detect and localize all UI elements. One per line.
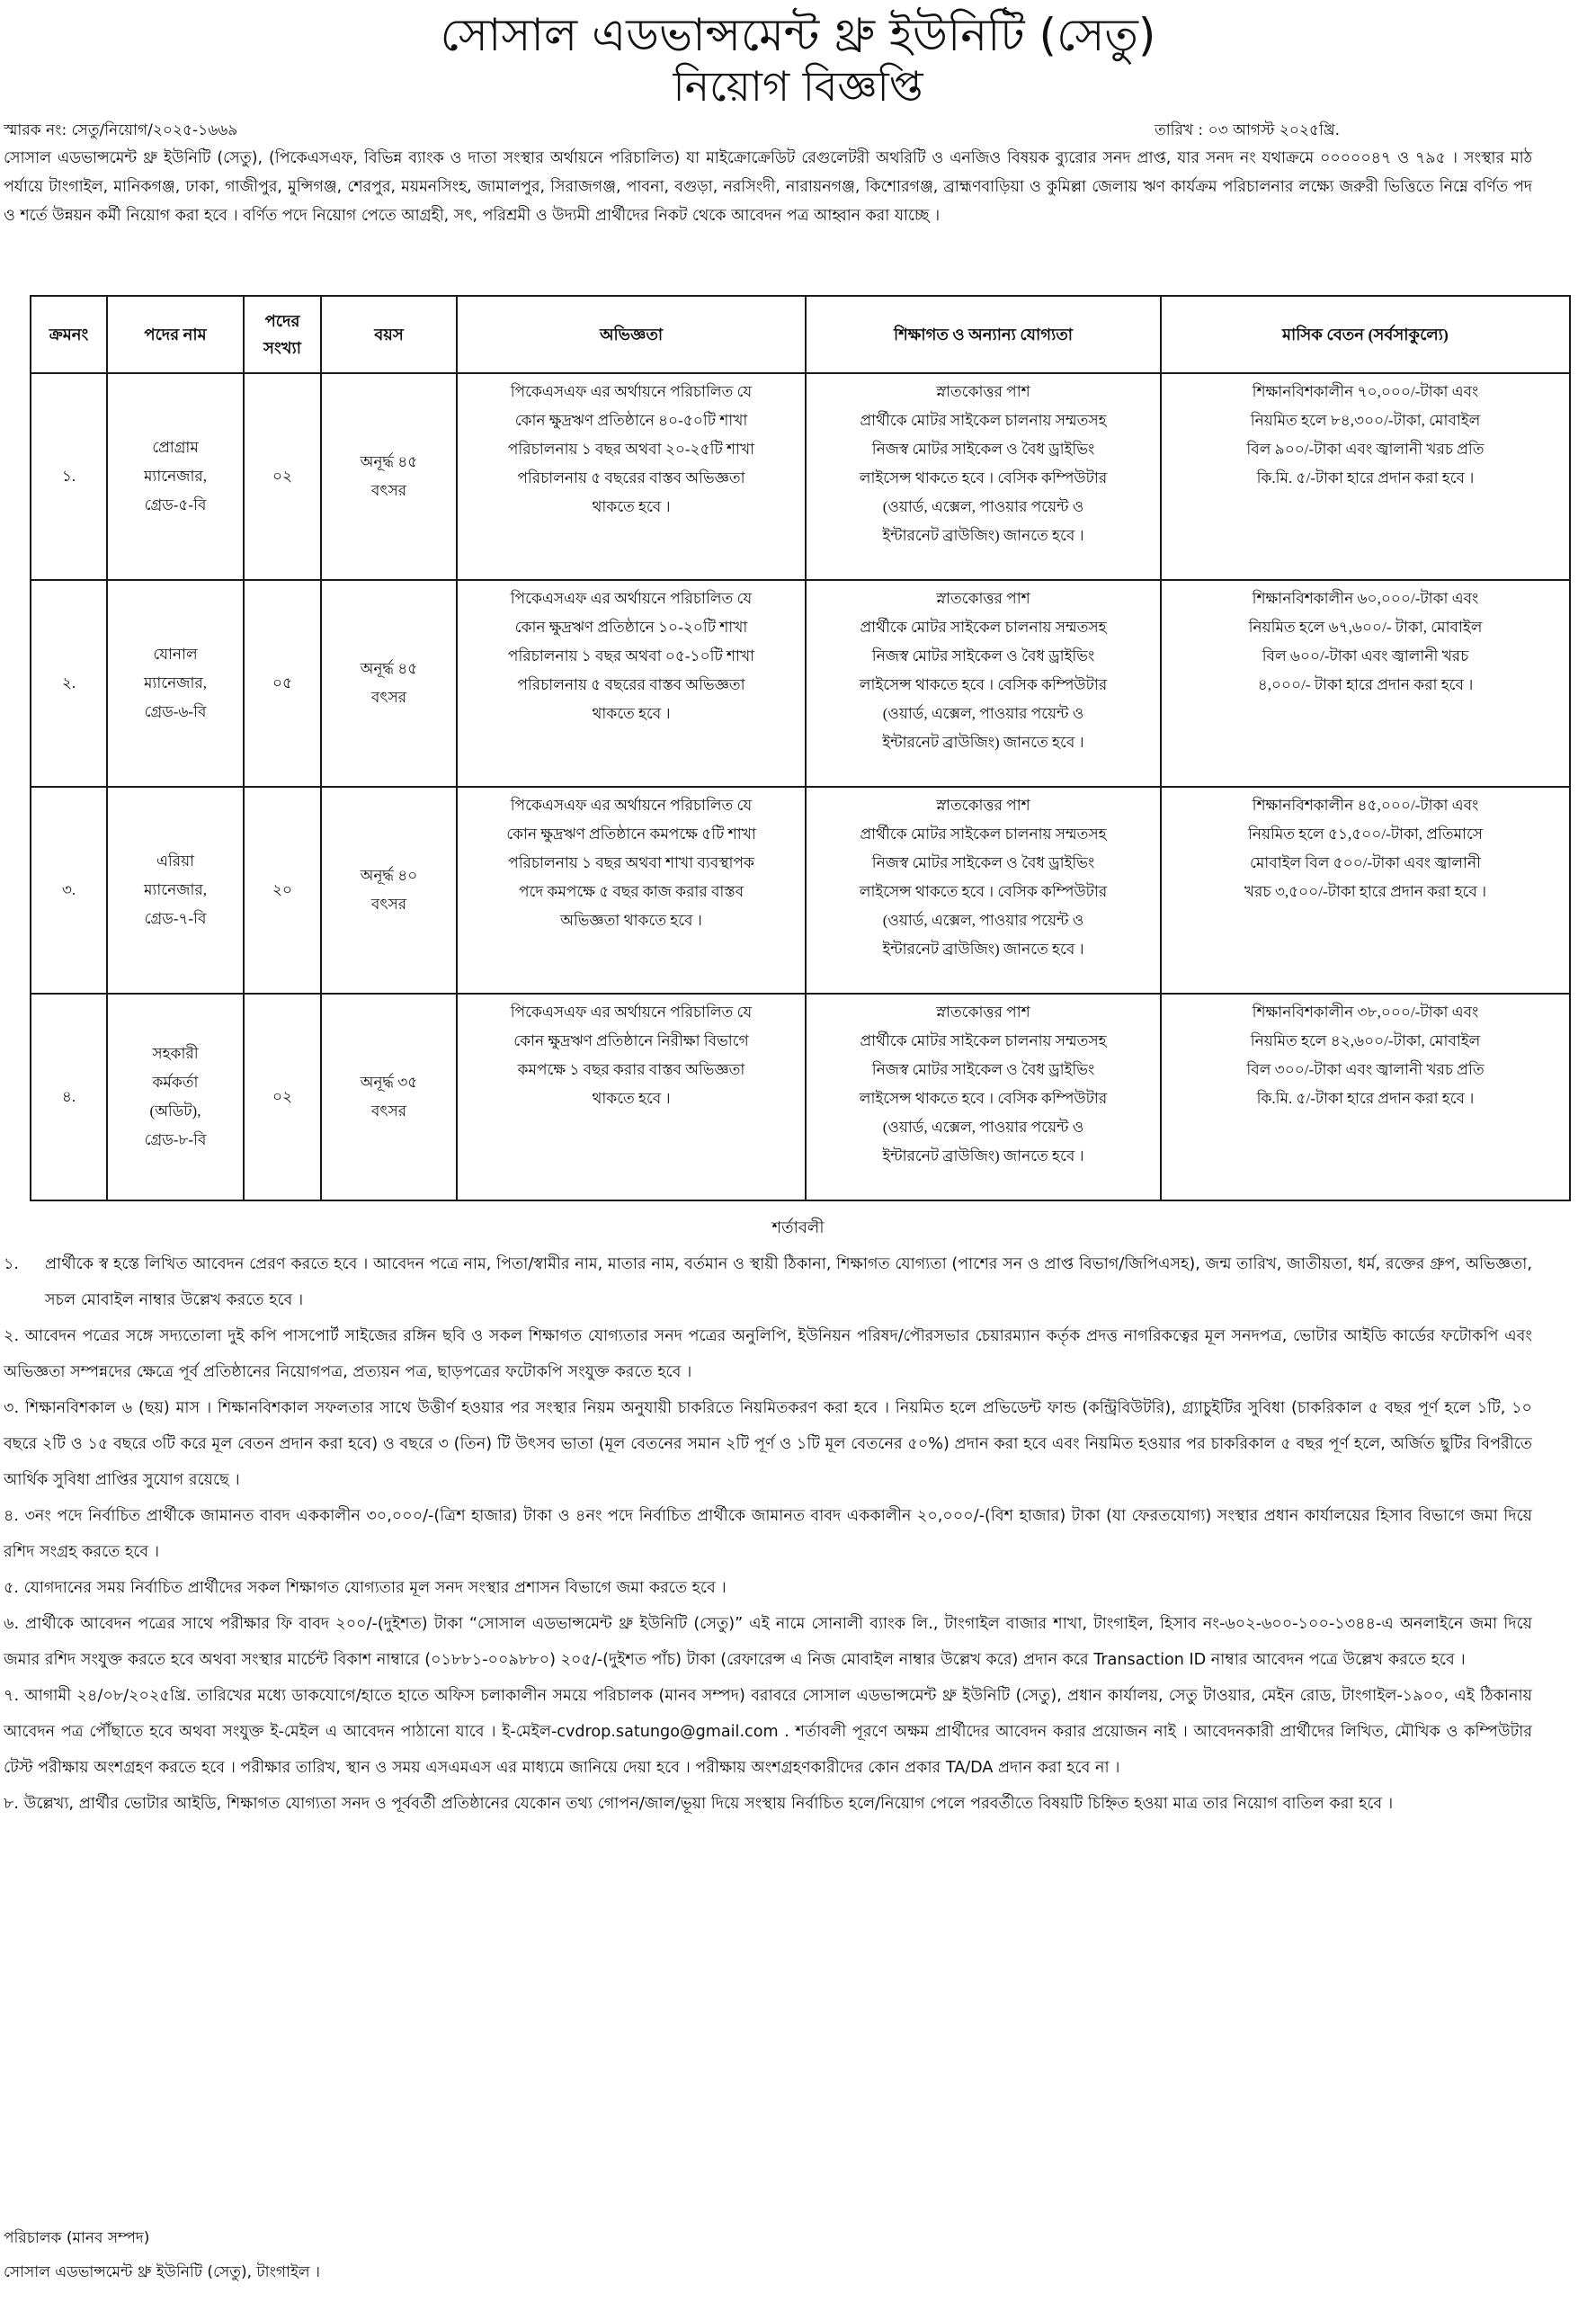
- post-name-line: গ্রেড-৬-বি: [144, 703, 207, 720]
- experience-line: পরিচালনায় ১ বছর অথবা শাখা ব্যবস্থাপক: [508, 854, 754, 871]
- serial-cell: ৩.: [31, 787, 107, 994]
- qualification-line: লাইসেন্স থাকতে হবে । বেসিক কম্পিউটার: [859, 1090, 1108, 1107]
- post-name-line: (অডিট),: [149, 1102, 201, 1120]
- header-experience: অভিজ্ঞতা: [457, 296, 806, 373]
- qualification-line: লাইসেন্স থাকতে হবে । বেসিক কম্পিউটার: [859, 883, 1108, 900]
- experience-line: পরিচালনায় ৫ বছরের বাস্তব অভিজ্ঞতা: [517, 676, 745, 693]
- post-name-line: কর্মকর্তা: [152, 1074, 199, 1091]
- qualification-line: প্রার্থীকে মোটর সাইকেল চালনায় সম্মতসহ: [860, 619, 1107, 636]
- salary-line: শিক্ষানবিশকালীন ৩৮,০০০/-টাকা এবং: [1252, 1004, 1479, 1021]
- header-post-count: [244, 296, 321, 373]
- salary-line: বিল ৯০০/-টাকা এবং জ্বালানী খরচ প্রতি: [1246, 441, 1485, 458]
- qualification-cell: [806, 787, 1161, 994]
- age-line: বৎসর: [370, 896, 407, 913]
- qualification-line: (ওয়ার্ড, এক্সেল, পাওয়ার পয়েন্ট ও: [882, 498, 1084, 515]
- salary-line: শিক্ষানবিশকালীন ৪৫,০০০/-টাকা এবং: [1252, 797, 1479, 814]
- age-cell: [321, 787, 457, 994]
- qualification-line: নিজস্ব মোটর সাইকেল ও বৈধ ড্রাইভিং: [871, 647, 1095, 665]
- experience-line: থাকতে হবে ।: [592, 1090, 671, 1107]
- post-name-line: ম্যানেজার,: [143, 468, 208, 485]
- serial-cell: ২.: [31, 580, 107, 787]
- experience-line: পিকেএসএফ এর অর্থায়নে পরিচালিত যে: [510, 383, 753, 400]
- post-name-line: গ্রেড-৭-বি: [144, 910, 207, 927]
- serial-cell: ১.: [31, 373, 107, 580]
- post-name-cell: [107, 787, 244, 994]
- term-text: আবেদন পত্রের সঙ্গে সদ্যতোলা দুই কপি পাসপোর্ট সাইজের রঙ্গিন ছবি ও সকল শিক্ষাগত যোগ্যতার সনদ পত্রের অনুলিপি, ইউনিয়ন পরিষদ/পৌরসভার চেয়ারম্যান কর্তৃক প্রদত্ত নাগরিকত্বের মূল সনদপত্র, ভোটার আইডি কার্ডের ফটোকপি এবং অভিজ্ঞতা সম্পন্নদের ক্ষেত্রে পূর্ব প্রতিষ্ঠানের নিয়োগপত্র, প্রত্যয়ন পত্র, ছাড়পত্রের ফটোকপি সংযুক্ত করতে হবে ।: [4, 1327, 1533, 1381]
- qualification-cell: [806, 994, 1161, 1200]
- age-line: অনূর্দ্ধ ৩৫: [360, 1074, 418, 1091]
- qualification-line: লাইসেন্স থাকতে হবে । বেসিক কম্পিউটার: [859, 469, 1108, 486]
- notice-title: নিয়োগ বিজ্ঞপ্তি: [673, 62, 923, 111]
- term-item: [4, 1606, 1532, 1678]
- experience-line: পদে কমপক্ষে ৫ বছর কাজ করার বাস্তব: [518, 883, 745, 900]
- term-number: ৫.: [4, 1579, 20, 1597]
- qualification-line: নিজস্ব মোটর সাইকেল ও বৈধ ড্রাইভিং: [871, 1061, 1095, 1078]
- terms-list: [4, 1246, 1532, 1822]
- qualification-line: স্নাতকোত্তর পাশ: [936, 590, 1030, 607]
- term-number: ৪.: [4, 1507, 20, 1525]
- experience-cell: [457, 373, 806, 580]
- header-post-count-line: পদের: [264, 312, 300, 330]
- term-item: [4, 1246, 1532, 1318]
- qualification-line: স্নাতকোত্তর পাশ: [936, 383, 1030, 400]
- age-line: অনূর্দ্ধ ৪৫: [360, 453, 418, 470]
- qualification-line: প্রার্থীকে মোটর সাইকেল চালনায় সম্মতসহ: [860, 825, 1107, 843]
- term-item: [4, 1390, 1532, 1498]
- experience-cell: [457, 580, 806, 787]
- table-header-row: [31, 296, 1570, 373]
- salary-cell: [1161, 787, 1570, 994]
- organization-title: সোসাল এডভান্সমেন্ট থ্রু ইউনিটি (সেতু): [440, 9, 1156, 61]
- term-number: ৭.: [4, 1687, 20, 1705]
- salary-line: মোবাইল বিল ৫০০/-টাকা এবং জ্বালানী: [1249, 854, 1482, 871]
- qualification-cell: [806, 373, 1161, 580]
- term-number: ৮.: [4, 1795, 20, 1813]
- experience-line: থাকতে হবে ।: [592, 498, 671, 515]
- qualification-line: প্রার্থীকে মোটর সাইকেল চালনায় সম্মতসহ: [860, 412, 1107, 429]
- header-post-name: পদের নাম: [107, 296, 244, 373]
- notice-date: তারিখ : ০৩ আগস্ট ২০২৫খ্রি.: [1154, 121, 1340, 139]
- experience-line: কোন ক্ষুদ্রঋণ প্রতিষ্ঠানে ৪০-৫০টি শাখা: [514, 412, 748, 429]
- experience-line: কমপক্ষে ১ বছর করার বাস্তব অভিজ্ঞতা: [517, 1061, 745, 1078]
- post-name-cell: [107, 994, 244, 1200]
- post-name-line: গ্রেড-৫-বি: [144, 496, 207, 513]
- experience-line: পিকেএসএফ এর অর্থায়নে পরিচালিত যে: [510, 797, 753, 814]
- header-serial: ক্রমনং: [31, 296, 107, 373]
- salary-line: কি.মি. ৫/-টাকা হারে প্রদান করা হবে ।: [1256, 469, 1475, 486]
- term-item: [4, 1570, 1532, 1606]
- signature-block: [4, 2221, 320, 2289]
- experience-line: পরিচালনায় ১ বছর অথবা ২০-২৫টি শাখা: [507, 441, 755, 458]
- age-line: অনূর্দ্ধ ৪০: [360, 867, 418, 884]
- experience-line: থাকতে হবে ।: [592, 705, 671, 722]
- post-name-line: প্রোগ্রাম: [152, 439, 199, 456]
- header-post-count-line: সংখ্যা: [263, 339, 301, 357]
- term-text: ৩নং পদে নির্বাচিত প্রার্থীকে জামানত বাবদ এককালীন ৩০,০০০/-(ত্রিশ হাজার) টাকা ও ৪নং পদে নির্বাচিত প্রার্থীকে জামানত বাবদ এককালীন ২০,০০০/-(বিশ হাজার) টাকা (যা ফেরতযোগ্য) সংস্থার প্রধান কার্যালয়ের হিসাব বিভাগে জমা দিয়ে রশিদ সংগ্রহ করতে হবে ।: [4, 1507, 1533, 1561]
- qualification-line: (ওয়ার্ড, এক্সেল, পাওয়ার পয়েন্ট ও: [882, 912, 1084, 929]
- experience-line: পরিচালনায় ১ বছর অথবা ০৫-১০টি শাখা: [507, 647, 755, 665]
- salary-line: নিয়মিত হলে ৪২,৬০০/-টাকা, মোবাইল: [1250, 1032, 1481, 1049]
- qualification-line: লাইসেন্স থাকতে হবে । বেসিক কম্পিউটার: [859, 676, 1108, 693]
- age-line: বৎসর: [370, 482, 407, 499]
- post-name-line: গ্রেড-৮-বি: [144, 1131, 207, 1148]
- post-count-cell: ০২: [244, 994, 321, 1200]
- post-name-cell: [107, 580, 244, 787]
- experience-cell: [457, 787, 806, 994]
- term-item: [4, 1318, 1532, 1390]
- age-cell: [321, 373, 457, 580]
- salary-line: কি.মি. ৫/-টাকা হারে প্রদান করা হবে ।: [1256, 1090, 1475, 1107]
- term-number: ৬.: [4, 1615, 20, 1633]
- term-text: শিক্ষানবিশকাল ৬ (ছয়) মাস । শিক্ষানবিশকাল সফলতার সাথে উত্তীর্ণ হওয়ার পর সংস্থার নিয়ম অনুযায়ী চাকরিতে নিয়মিতকরণ করা হবে । নিয়মিত হলে প্রভিডেন্ট ফান্ড (কন্ট্রিবিউটরি), গ্র্যাচুইটির সুবিধা (চাকরিকাল ৫ বছর পূর্ণ হলে ১টি, ১০ বছরে ২টি ও ১৫ বছরে ৩টি করে মূল বেতন প্রদান করা হবে) ও বছরে ৩ (তিন) টি উৎসব ভাতা (মূল বেতনের সমান ২টি পূর্ণ ও ১টি মূল বেতনের ৫০%) প্রদান করা হবে এবং নিয়মিত হওয়ার পর চাকরিকাল ৫ বছর পূর্ণ হলে, অর্জিত ছুটির বিপরীতে আর্থিক সুবিধা প্রাপ্তির সুযোগ রয়েছে ।: [4, 1399, 1532, 1489]
- term-number: ১.: [4, 1255, 20, 1273]
- post-name-line: ম্যানেজার,: [143, 674, 208, 691]
- salary-line: বিল ৬০০/-টাকা এবং জ্বালানী খরচ: [1262, 647, 1469, 665]
- post-count-cell: ২০: [244, 787, 321, 994]
- experience-line: কোন ক্ষুদ্রঋণ প্রতিষ্ঠানে ১০-২০টি শাখা: [514, 619, 748, 636]
- table-row: [31, 787, 1570, 994]
- signatory-organization: সোসাল এডভান্সমেন্ট থ্রু ইউনিটি (সেতু), টাংগাইল ।: [4, 2263, 320, 2281]
- age-cell: [321, 994, 457, 1200]
- term-number: ২.: [4, 1327, 20, 1345]
- salary-cell: [1161, 373, 1570, 580]
- term-item: [4, 1678, 1532, 1786]
- post-name-cell: [107, 373, 244, 580]
- qualification-line: প্রার্থীকে মোটর সাইকেল চালনায় সম্মতসহ: [860, 1032, 1107, 1049]
- qualification-cell: [806, 580, 1161, 787]
- salary-line: শিক্ষানবিশকালীন ৬০,০০০/-টাকা এবং: [1252, 590, 1479, 607]
- experience-line: পিকেএসএফ এর অর্থায়নে পরিচালিত যে: [510, 590, 753, 607]
- term-text: যোগদানের সময় নির্বাচিত প্রার্থীদের সকল শিক্ষাগত যোগ্যতার মূল সনদ সংস্থার প্রশাসন বিভাগে জমা করতে হবে ।: [23, 1579, 727, 1597]
- term-text: আগামী ২৪/০৮/২০২৫খ্রি. তারিখের মধ্যে ডাকযোগে/হাতে হাতে অফিস চলাকালীন সময়ে পরিচালক (মানব সম্পদ) বরাবরে সোসাল এডভান্সমেন্ট থ্রু ইউনিটি (সেতু), প্রধান কার্যালয়, সেতু টাওয়ার, মেইন রোড, টাংগাইল-১৯০০, এই ঠিকানায় আবেদন পত্র পৌঁছাতে হবে অথবা সংযুক্ত ই-মেইল এ আবেদন পাঠানো যাবে । ই-মেইল-cvdrop.satungo@gmail.com . শর্তাবলী পূরণে অক্ষম প্রার্থীদের আবেদন করার প্রয়োজন নাই । আবেদনকারী প্রার্থীদের লিখিত, মৌখিক ও কম্পিউটার টেস্ট পরীক্ষায় অংশগ্রহণ করতে হবে । পরীক্ষার তারিখ, স্থান ও সময় এসএমএস এর মাধ্যমে জানিয়ে দেয়া হবে । পরীক্ষায় অংশগ্রহণকারীদের কোন প্রকার TA/DA প্রদান করা হবে না ।: [4, 1687, 1532, 1777]
- header-salary: মাসিক বেতন (সর্বসাকুল্যে): [1161, 296, 1570, 373]
- table-row: [31, 373, 1570, 580]
- post-name-line: ম্যানেজার,: [143, 881, 208, 898]
- term-item: [4, 1498, 1532, 1570]
- salary-cell: [1161, 580, 1570, 787]
- term-text: প্রার্থীকে আবেদন পত্রের সাথে পরীক্ষার ফি বাবদ ২০০/-(দুইশত) টাকা “সোসাল এডভান্সমেন্ট থ্রু ইউনিটি (সেতু)” এই নামে সোনালী ব্যাংক লি., টাংগাইল বাজার শাখা, টাংগাইল, হিসাব নং-৬০২-৬০০-১০০-১৩৪৪-এ অনলাইনে জমা দিয়ে জমার রশিদ সংযুক্ত করতে হবে অথবা সংস্থার মার্চেন্ট বিকাশ নাম্বারে (০১৮৮১-০০৯৮৮০) ২০৫/-(দুইশত পাঁচ) টাকা (রেফারেন্স এ নিজ মোবাইল নাম্বার উল্লেখ করে) প্রদান করে Transaction ID নাম্বার আবেদন পত্রে উল্লেখ করতে হবে ।: [4, 1615, 1532, 1669]
- post-count-cell: ০৫: [244, 580, 321, 787]
- serial-cell: ৪.: [31, 994, 107, 1200]
- experience-line: পরিচালনায় ৫ বছরের বাস্তব অভিজ্ঞতা: [517, 469, 745, 486]
- qualification-line: নিজস্ব মোটর সাইকেল ও বৈধ ড্রাইভিং: [871, 854, 1095, 871]
- salary-line: নিয়মিত হলে ৫১,৫০০/-টাকা, প্রতিমাসে: [1247, 825, 1484, 843]
- qualification-line: ইন্টারনেট ব্রাউজিং) জানতে হবে ।: [882, 734, 1084, 751]
- vacancy-table: [30, 295, 1571, 1201]
- salary-line: নিয়মিত হলে ৮৪,৩০০/-টাকা, মোবাইল: [1250, 412, 1481, 429]
- qualification-line: স্নাতকোত্তর পাশ: [936, 797, 1030, 814]
- salary-line: বিল ৩০০/-টাকা এবং জ্বালানী খরচ প্রতি: [1246, 1061, 1485, 1078]
- age-line: বৎসর: [370, 689, 407, 706]
- salary-cell: [1161, 994, 1570, 1200]
- qualification-line: ইন্টারনেট ব্রাউজিং) জানতে হবে ।: [882, 1147, 1084, 1164]
- qualification-line: ইন্টারনেট ব্রাউজিং) জানতে হবে ।: [882, 527, 1084, 544]
- qualification-line: (ওয়ার্ড, এক্সেল, পাওয়ার পয়েন্ট ও: [882, 705, 1084, 722]
- terms-title: শর্তাবলী: [771, 1218, 825, 1237]
- age-cell: [321, 580, 457, 787]
- header-age: বয়স: [321, 296, 457, 373]
- qualification-line: (ওয়ার্ড, এক্সেল, পাওয়ার পয়েন্ট ও: [882, 1119, 1084, 1136]
- term-item: [4, 1786, 1532, 1822]
- post-count-cell: ০২: [244, 373, 321, 580]
- experience-line: কোন ক্ষুদ্রঋণ প্রতিষ্ঠানে কমপক্ষে ৫টি শাখা: [506, 825, 756, 843]
- qualification-line: নিজস্ব মোটর সাইকেল ও বৈধ ড্রাইভিং: [871, 441, 1095, 458]
- intro-paragraph: সোসাল এডভান্সমেন্ট থ্রু ইউনিটি (সেতু), (পিকেএসএফ, বিভিন্ন ব্যাংক ও দাতা সংস্থার অর্থায়নে পরিচালিত) যা মাইক্রোক্রেডিট রেগুলেটরী অথরিটি ও এনজিও বিষয়ক ব্যুরোর সনদ প্রাপ্ত, যার সনদ নং যথাক্রমে ০০০০০৪৭ ও ৭৯৫ । সংস্থার মাঠ পর্যায়ে টাংগাইল, মানিকগঞ্জ, ঢাকা, গাজীপুর, মুন্সিগঞ্জ, শেরপুর, ময়মনসিংহ, জামালপুর, সিরাজগঞ্জ, পাবনা, বগুড়া, নরসিংদী, নারায়নগঞ্জ, কিশোরগঞ্জ, ব্রাহ্মণবাড়িয়া ও কুমিল্লা জেলায় ঋণ কার্যক্রম পরিচালনার লক্ষ্যে জরুরী ভিত্তিতে নিম্নে বর্ণিত পদ ও শর্তে উন্নয়ন কর্মী নিয়োগ করা হবে । বর্ণিত পদে নিয়োগ পেতে আগ্রহী, সৎ, পরিশ্রমী ও উদ্যমী প্রার্থীদের নিকট থেকে আবেদন পত্র আহ্বান করা যাচ্ছে ।: [4, 149, 1532, 225]
- term-text: প্রার্থীকে স্ব হস্তে লিখিত আবেদন প্রেরণ করতে হবে । আবেদন পত্রে নাম, পিতা/স্বামীর নাম, মাতার নাম, বর্তমান ও স্থায়ী ঠিকানা, শিক্ষাগত যোগ্যতা (পাশের সন ও প্রাপ্ত বিভাগ/জিপিএসহ), জন্ম তারিখ, জাতীয়তা, ধর্ম, রক্তের গ্রুপ, অভিজ্ঞতা, সচল মোবাইল নাম্বার উল্লেখ করতে হবে ।: [45, 1255, 1532, 1309]
- experience-line: কোন ক্ষুদ্রঋণ প্রতিষ্ঠানে নিরীক্ষা বিভাগে: [513, 1032, 749, 1049]
- salary-line: শিক্ষানবিশকালীন ৭০,০০০/-টাকা এবং: [1252, 383, 1479, 400]
- salary-line: ৪,০০০/- টাকা হারে প্রদান করা হবে ।: [1257, 676, 1474, 693]
- memo-number: স্মারক নং: সেতু/নিয়োগ/২০২৫-১৬৬৯: [4, 121, 238, 139]
- table-row: [31, 580, 1570, 787]
- post-name-line: এরিয়া: [156, 852, 195, 870]
- signatory-designation: পরিচালক (মানব সম্পদ): [4, 2229, 150, 2247]
- age-line: বৎসর: [370, 1102, 407, 1120]
- experience-line: পিকেএসএফ এর অর্থায়নে পরিচালিত যে: [510, 1004, 753, 1021]
- term-number: ৩.: [4, 1399, 20, 1417]
- experience-line: অভিজ্ঞতা থাকতে হবে ।: [560, 912, 702, 929]
- table-row: [31, 994, 1570, 1200]
- header-qualification: শিক্ষাগত ও অন্যান্য যোগ্যতা: [806, 296, 1161, 373]
- post-name-line: সহকারী: [152, 1045, 199, 1062]
- salary-line: নিয়মিত হলে ৬৭,৬০০/- টাকা, মোবাইল: [1248, 619, 1483, 636]
- qualification-line: ইন্টারনেট ব্রাউজিং) জানতে হবে ।: [882, 941, 1084, 958]
- term-text: উল্লেখ্য, প্রার্থীর ভোটার আইডি, শিক্ষাগত যোগ্যতা সনদ ও পূর্ববর্তী প্রতিষ্ঠানের যেকোন তথ্য গোপন/জাল/ভূয়া দিয়ে সংস্থায় নির্বাচিত হলে/নিয়োগ পেলে পরবর্তীতে বিষয়টি চিহ্নিত হওয়া মাত্র তার নিয়োগ বাতিল করা হবে ।: [23, 1795, 1394, 1813]
- salary-line: খরচ ৩,৫০০/-টাকা হারে প্রদান করা হবে ।: [1244, 883, 1487, 900]
- qualification-line: স্নাতকোত্তর পাশ: [936, 1004, 1030, 1021]
- age-line: অনূর্দ্ধ ৪৫: [360, 660, 418, 677]
- post-name-line: যোনাল: [153, 646, 198, 663]
- experience-cell: [457, 994, 806, 1200]
